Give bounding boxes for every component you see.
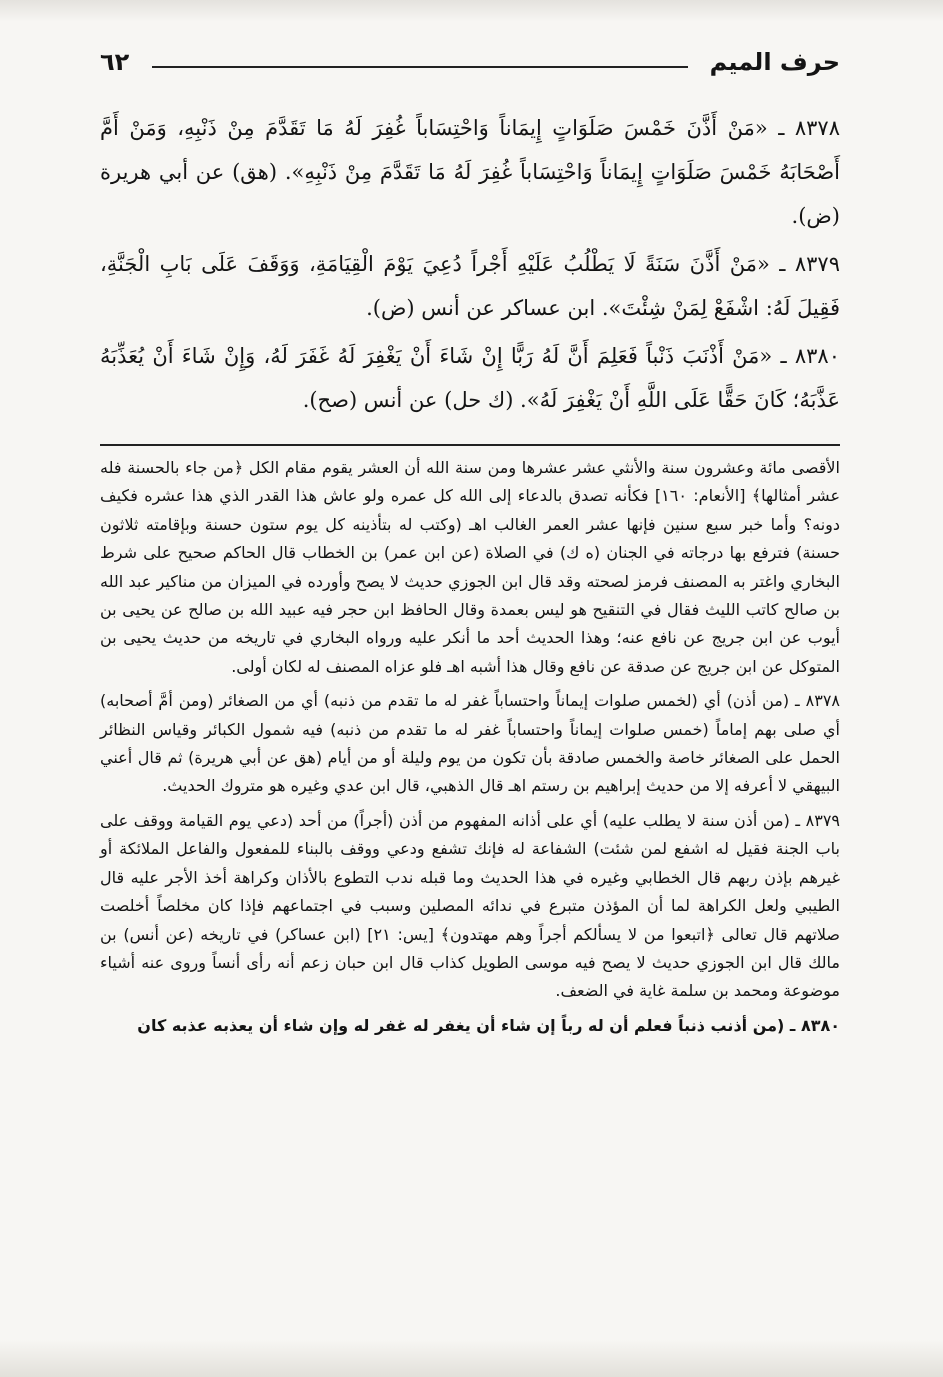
hadith-paragraph: ٨٣٧٩ ـ «مَنْ أَذَّنَ سَنَةً لَا يَطْلُبُ عَلَيْهِ أَجْراً دُعِيَ يَوْمَ الْقِيَامَةِ، وَوَقَفَ عَلَى بَابِ الْجَنَّةِ، فَقِيلَ لَهُ: اشْفَعْ لِمَنْ شِئْتَ». ابن عساكر عن أنس (ض).: [100, 252, 840, 320]
commentary-text: [100, 454, 840, 1046]
hadith-paragraph: ٨٣٨٠ ـ «مَنْ أَذْنَبَ ذَنْباً فَعَلِمَ أَنَّ لَهُ رَبًّا إِنْ شَاءَ أَنْ يَغْفِرَ لَهُ غَفَرَ لَهُ، وَإِنْ شَاءَ أَنْ يُعَذِّبَهُ عَذَّبَهُ؛ كَانَ حَقًّا عَلَى اللَّهِ أَنْ يَغْفِرَ لَهُ». (ك حل) عن أنس (صح).: [100, 344, 840, 412]
commentary-paragraph: الأقصى مائة وعشرون سنة والأنثي عشر عشرها ومن سنة الله أن العشر يقوم مقام الكل ﴿من جاء بالحسنة فله عشر أمثالها﴾ [الأنعام: ١٦٠] فكأنه تصدق بالدعاء إلى الله كل عمره ولو عاش هذا القدر الذي هذا عشره فكيف دونه؟ وأما خبر سبع سنين فإنها عشر العمر الغالب اهـ (وكتب له بتأذينه كل يوم ستون حسنة وبإقامته ثلاثون حسنة) فترفع بها درجاته في الجنان (ه ك) في الصلاة (عن ابن عمر) بن الخطاب قال الحاكم صحيح على شرط البخاري واغتر به المصنف فرمز لصحته وقد قال ابن الجوزي حديث لا يصح وأورده في الميزان من مناكير عبد الله بن صالح كاتب الليث فقال في التنقيح هو ليس بعمدة وقال الحافظ ابن حجر فيه عبيد الله بن صالح عن يحيى بن أيوب عن ابن جريج عن نافع عنه؛ وهذا الحديث أحد ما أنكر عليه ورواه البخاري في تاريخه من حديث يحيى بن المتوكل عن ابن جريج عن صدقة عن نافع وقال هذا أشبه اهـ فلو عزاه المصنف له لكان أولى.: [100, 458, 840, 676]
hadith-body: «مَنْ أَذَّنَ سَنَةً لَا يَطْلُبُ عَلَيْهِ أَجْراً دُعِيَ يَوْمَ الْقِيَامَةِ، وَوَقَفَ عَلَى بَابِ الْجَنَّةِ، فَقِيلَ لَهُ: اشْفَعْ لِمَنْ شِئْتَ». ابن عساكر عن أنس (ض).: [100, 252, 840, 320]
hadith-number: ٨٣٧٨: [794, 116, 840, 140]
scan-edge-top: [0, 0, 943, 22]
hadith-paragraph: ٨٣٧٨ ـ «مَنْ أَذَّنَ خَمْسَ صَلَوَاتٍ إِيمَاناً وَاحْتِسَاباً غُفِرَ لَهُ مَا تَقَدَّمَ مِنْ ذَنْبِهِ، وَمَنْ أَمَّ أَصْحَابَهُ خَمْسَ صَلَوَاتٍ إِيمَاناً وَاحْتِسَاباً غُفِرَ لَهُ مَا تَقَدَّمَ مِنْ ذَنْبِهِ». (هق) عن أبي هريرة (ض).: [100, 116, 840, 228]
hadith-body: «مَنْ أَذْنَبَ ذَنْباً فَعَلِمَ أَنَّ لَهُ رَبًّا إِنْ شَاءَ أَنْ يَغْفِرَ لَهُ غَفَرَ لَهُ، وَإِنْ شَاءَ أَنْ يُعَذِّبَهُ عَذَّبَهُ؛ كَانَ حَقًّا عَلَى اللَّهِ أَنْ يَغْفِرَ لَهُ». (ك حل) عن أنس (صح).: [100, 344, 840, 412]
commentary-paragraph: ٨٣٧٨ ـ (من أذن) أي (لخمس صلوات إيماناً واحتساباً غفر له ما تقدم من ذنبه) أي من الصغائر (ومن أمَّ أصحابه) أي صلى بهم إماماً (خمس صلوات إيماناً واحتساباً غفر له ما تقدم من ذنبه) فيه شمول الكبائر وقياس النظائر الحمل على الصغائر خاصة والخمس صادقة بأن تكون من يوم وليلة أو من أيام (هق عن أبي هريرة) ثم قال أعني البيهقي لا أعرفه إلا من حديث إبراهيم بن رستم اهـ قال الذهبي، قال ابن عدي وغيره هو متروك الحديث.: [100, 691, 840, 796]
scan-edge-bottom: [0, 1340, 943, 1377]
header-rule: [152, 66, 688, 68]
hadith-body: «مَنْ أَذَّنَ خَمْسَ صَلَوَاتٍ إِيمَاناً وَاحْتِسَاباً غُفِرَ لَهُ مَا تَقَدَّمَ مِنْ ذَنْبِهِ، وَمَنْ أَمَّ أَصْحَابَهُ خَمْسَ صَلَوَاتٍ إِيمَاناً وَاحْتِسَاباً غُفِرَ لَهُ مَا تَقَدَّمَ مِنْ ذَنْبِهِ». (هق) عن أبي هريرة (ض).: [100, 116, 840, 228]
commentary-paragraph: ٨٣٧٩ ـ (من أذن سنة لا يطلب عليه) أي على أذانه المفهوم من أذن (أجراً) من أحد (دعي يوم القيامة ووقف على باب الجنة فقيل له اشفع لمن شئت) الشفاعة له فإنك تشفع ودعي ووقف بالبناء للمفعول والفاعل الملائكة أو غيرهم بإذن ربهم قال الخطابي وغيره في هذا الحديث وما قبله ندب التطوع بالأذان وكراهة أخذ الأجر عليه قال الطيبي ولعل الكراهة لما أن المؤذن متبرع في ندائه المصلين وسبب في اجتماعهم فإذا كان مخلصاً أخلصت صلاتهم قال تعالى ﴿اتبعوا من لا يسألكم أجراً وهم مهتدون﴾ [يس: ٢١] (ابن عساكر) في تاريخه (عن أنس) بن مالك قال ابن الجوزي حديث لا يصح فيه موسى الطويل كذاب قال ابن حبان زعم أنه رأى أنساً وروى عنه أشياء موضوعة ومحمد بن سلمة غاية في الضعف.: [100, 810, 840, 1001]
commentary-divider: [100, 444, 840, 446]
page-number: ٦٢: [100, 48, 130, 76]
hadith-text: [100, 106, 840, 426]
page-header: [100, 48, 840, 88]
hadith-number: ٨٣٨٠: [794, 344, 840, 368]
running-title: حرف الميم: [709, 48, 840, 76]
hadith-number: ٨٣٧٩: [794, 252, 840, 276]
commentary-paragraph: ٨٣٨٠ ـ (من أذنب ذنباً فعلم أن له رباً إن شاء أن يغفر له غفر له وإن شاء أن يعذبه عذبه كان: [137, 1015, 840, 1035]
